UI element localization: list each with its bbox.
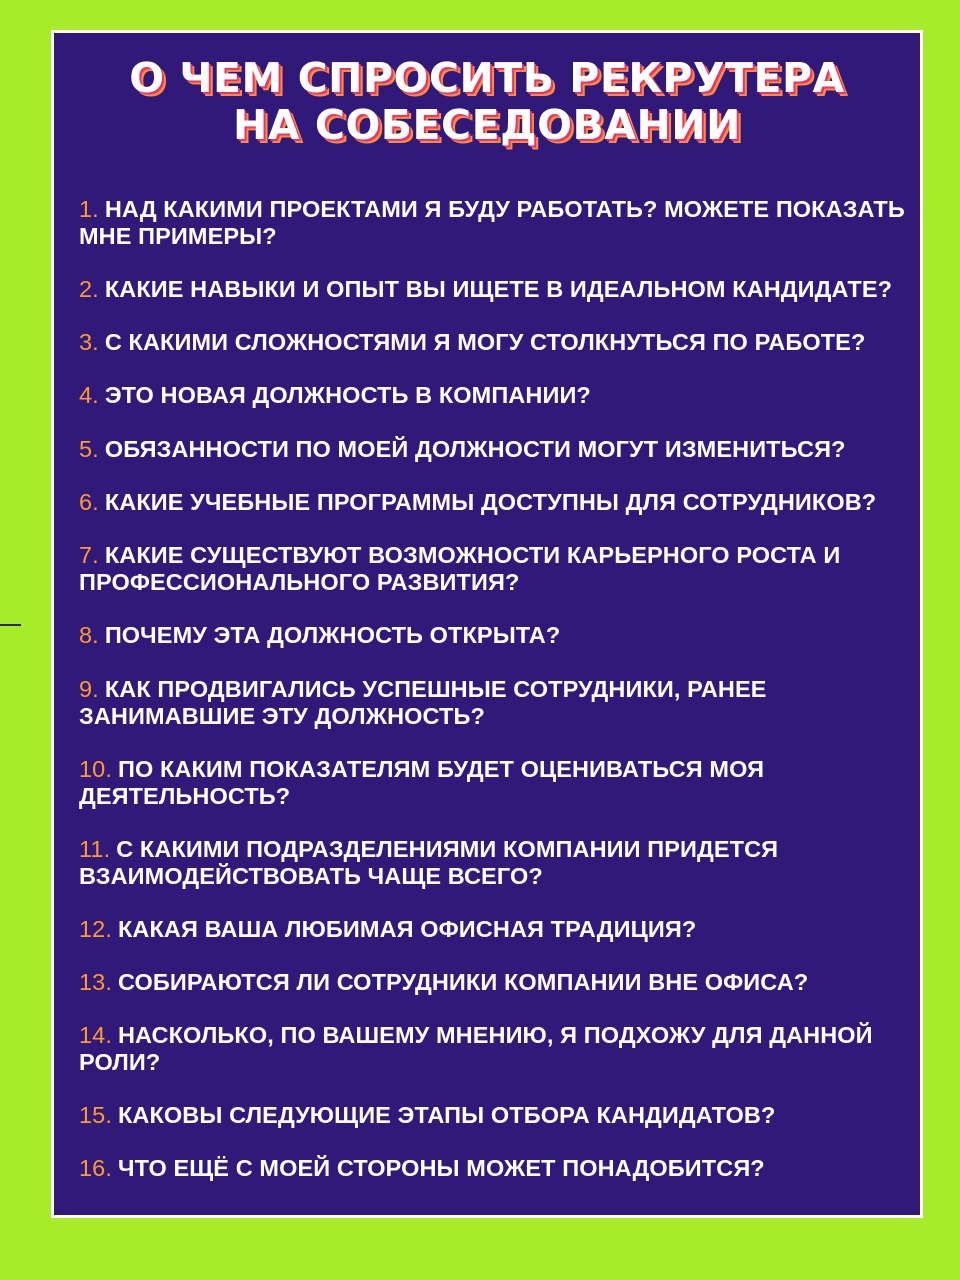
question-number: 7. — [79, 542, 99, 568]
question-text: КАКИЕ УЧЕБНЫЕ ПРОГРАММЫ ДОСТУПНЫ ДЛЯ СОТРУДНИКОВ? — [104, 489, 877, 515]
question-card — [51, 30, 923, 1218]
question-item — [79, 382, 914, 409]
question-text: НАД КАКИМИ ПРОЕКТАМИ Я БУДУ РАБОТАТЬ? МОЖЕТЕ ПОКАЗАТЬ МНЕ ПРИМЕРЫ? — [79, 196, 905, 249]
question-item — [79, 489, 914, 516]
question-item — [79, 196, 914, 250]
question-text: КАКОВЫ СЛЕДУЮЩИЕ ЭТАПЫ ОТБОРА КАНДИДАТОВ? — [117, 1102, 776, 1128]
title-line-2: НА СОБЕСЕДОВАНИИ — [233, 101, 741, 149]
page-title — [54, 55, 920, 149]
question-item — [79, 542, 914, 596]
question-text: С КАКИМИ СЛОЖНОСТЯМИ Я МОГУ СТОЛКНУТЬСЯ ПО РАБОТЕ? — [104, 329, 866, 355]
question-text: ЭТО НОВАЯ ДОЛЖНОСТЬ В КОМПАНИИ? — [104, 382, 591, 408]
question-item — [79, 756, 914, 810]
question-number: 2. — [79, 276, 99, 302]
question-text: КАК ПРОДВИГАЛИСЬ УСПЕШНЫЕ СОТРУДНИКИ, РАНЕЕ ЗАНИМАВШИЕ ЭТУ ДОЛЖНОСТЬ? — [79, 676, 767, 729]
question-text: КАКАЯ ВАША ЛЮБИМАЯ ОФИСНАЯ ТРАДИЦИЯ? — [117, 916, 697, 942]
question-number: 10. — [79, 756, 112, 782]
question-item — [79, 329, 914, 356]
question-text: С КАКИМИ ПОДРАЗДЕЛЕНИЯМИ КОМПАНИИ ПРИДЕТСЯ ВЗАИМОДЕЙСТВОВАТЬ ЧАЩЕ ВСЕГО? — [79, 836, 779, 889]
question-text: ЧТО ЕЩЁ С МОЕЙ СТОРОНЫ МОЖЕТ ПОНАДОБИТСЯ? — [117, 1155, 765, 1181]
question-number: 1. — [79, 196, 99, 222]
question-number: 9. — [79, 676, 99, 702]
question-text: НАСКОЛЬКО, ПО ВАШЕМУ МНЕНИЮ, Я ПОДХОЖУ ДЛЯ ДАННОЙ РОЛИ? — [79, 1022, 873, 1075]
question-item — [79, 1022, 914, 1076]
question-text: КАКИЕ НАВЫКИ И ОПЫТ ВЫ ИЩЕТЕ В ИДЕАЛЬНОМ КАНДИДАТЕ? — [104, 276, 893, 302]
question-text: СОБИРАЮТСЯ ЛИ СОТРУДНИКИ КОМПАНИИ ВНЕ ОФИСА? — [117, 969, 809, 995]
question-item — [79, 276, 914, 303]
question-item — [79, 969, 914, 996]
question-number: 4. — [79, 382, 99, 408]
question-item — [79, 436, 914, 463]
title-line-1: О ЧЕМ СПРОСИТЬ РЕКРУТЕРА — [129, 54, 845, 102]
question-text: ОБЯЗАННОСТИ ПО МОЕЙ ДОЛЖНОСТИ МОГУТ ИЗМЕНИТЬСЯ? — [104, 436, 846, 462]
question-number: 6. — [79, 489, 99, 515]
question-item — [79, 622, 914, 649]
question-item — [79, 1155, 914, 1182]
question-number: 12. — [79, 916, 112, 942]
question-item — [79, 836, 914, 890]
question-number: 11. — [79, 836, 111, 862]
edge-mark — [0, 624, 21, 626]
question-number: 16. — [79, 1155, 112, 1181]
question-number: 3. — [79, 329, 99, 355]
question-item — [79, 676, 914, 730]
question-number: 14. — [79, 1022, 112, 1048]
question-item — [79, 916, 914, 943]
question-text: ПО КАКИМ ПОКАЗАТЕЛЯМ БУДЕТ ОЦЕНИВАТЬСЯ МОЯ ДЕЯТЕЛЬНОСТЬ? — [79, 756, 765, 809]
question-text: ПОЧЕМУ ЭТА ДОЛЖНОСТЬ ОТКРЫТА? — [104, 622, 561, 648]
question-item — [79, 1102, 914, 1129]
question-number: 5. — [79, 436, 99, 462]
question-number: 8. — [79, 622, 99, 648]
question-number: 13. — [79, 969, 112, 995]
question-text: КАКИЕ СУЩЕСТВУЮТ ВОЗМОЖНОСТИ КАРЬЕРНОГО РОСТА И ПРОФЕССИОНАЛЬНОГО РАЗВИТИЯ? — [79, 542, 841, 595]
question-number: 15. — [79, 1102, 112, 1128]
